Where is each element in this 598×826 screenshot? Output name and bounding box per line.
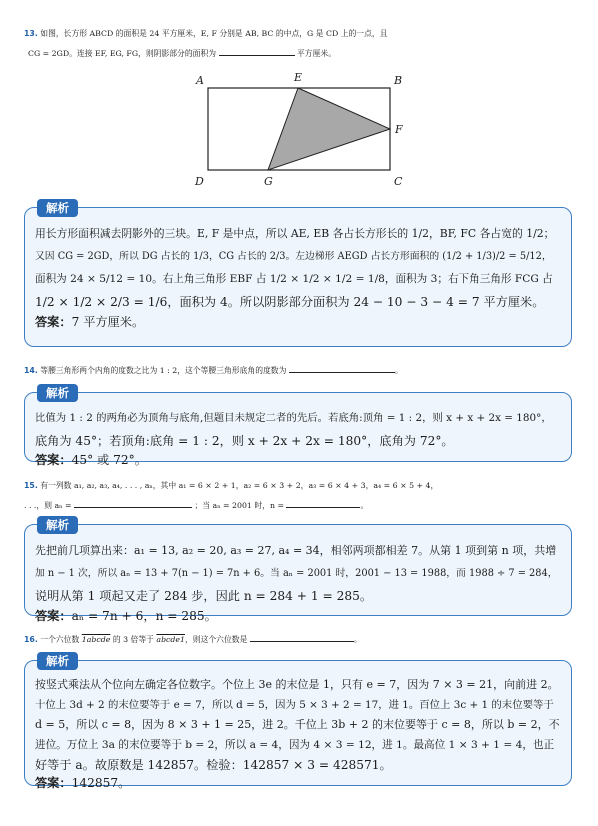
- solution-line: 比值为 1 : 2 的两角必为顶角与底角,但题目未规定二者的先后。若底角:顶角 = 1 : 2，则 x + x + 2x = 180°，: [35, 412, 552, 424]
- question-14-line: [24, 360, 576, 380]
- question-13-line-1: [24, 24, 576, 43]
- answer-line: [35, 775, 561, 792]
- overline-number-abcde1: abcde1: [156, 635, 185, 644]
- solution-15-box: [24, 518, 572, 623]
- solution-16-box: [24, 654, 572, 790]
- answer-label: 答案：: [35, 776, 72, 790]
- answer-label: 答案：: [35, 609, 72, 623]
- label-b: B: [394, 74, 403, 87]
- solution-line: 进位。万位上 3a 的末位要等于 b = 2，所以 a = 4，因为 4 × 3 = 12，进 1。最高位 1 × 3 + 1 = 4，也正: [35, 739, 555, 751]
- question-unit: 平方厘米。: [297, 49, 336, 58]
- question-13-line-2: [24, 43, 576, 63]
- solution-line: 按竖式乘法从个位向左确定各位数字。个位上 3e 的末位是 1，只有 e = 7，因为 7 × 3 = 21，向前进 2。: [35, 678, 559, 691]
- question-text: CG = 2GD。连接 EF, EG, FG，则阴影部分的面积为: [28, 49, 217, 58]
- answer-value: 7 平方厘米。: [71, 315, 145, 329]
- question-end: 。: [360, 501, 369, 510]
- answer-blank-an[interactable]: [74, 495, 192, 508]
- question-text: 的 3 倍等于: [112, 635, 154, 644]
- solution-13-box: [24, 201, 572, 347]
- question-number: 14.: [24, 366, 38, 375]
- question-number: 15.: [24, 481, 38, 490]
- solution-line: 好等于 a。故原数是 142857。检验：142857 × 3 = 428571。: [35, 758, 392, 772]
- label-a: A: [196, 74, 204, 87]
- question-text: 如图，长方形 ABCD 的面积是 24 平方厘米，E, F 分别是 AB, BC 的中点，G 是 CD 上的一点，且: [40, 29, 388, 38]
- label-d: D: [195, 175, 204, 188]
- label-g: G: [264, 175, 273, 188]
- question-text: . . .，则 aₙ =: [24, 501, 72, 510]
- solution-line: d = 5，所以 c = 8，因为 8 × 3 + 1 = 25，进 2。千位上 3b + 2 的末位要等于 c = 8，所以 b = 2，不: [35, 718, 560, 731]
- answer-blank[interactable]: [219, 43, 295, 56]
- overline-number-1abcde: 1abcde: [81, 635, 111, 644]
- solution-line: 用长方形面积减去阴影外的三块。E, F 是中点，所以 AE, EB 各占长方形长的 1/2，BF, FC 各占宽的 1/2；: [35, 227, 555, 240]
- answer-line: [35, 608, 561, 624]
- solution-line: 十位上 3d + 2 的末位要等于 e = 7，所以 d = 5，因为 5 × 3 + 2 = 17，进 1。百位上 3c + 1 的末位要等于: [35, 699, 554, 711]
- answer-value: 45° 或 72°。: [71, 453, 147, 467]
- question-15-line-2: [24, 495, 576, 515]
- solution-14-box: [24, 386, 572, 467]
- label-e: E: [294, 71, 303, 84]
- solution-line: 先把前几项算出来：a₁ = 13, a₂ = 20, a₃ = 27, a₄ = 34，相邻两项都相差 7。从第 1 项到第 n 项，共增: [35, 544, 557, 557]
- answer-value: aₙ = 7n + 6，n = 285。: [71, 609, 217, 623]
- answer-label: 答案：: [35, 315, 72, 329]
- question-text: 等腰三角形两个内角的度数之比为 1 : 2，这个等腰三角形底角的度数为: [40, 366, 287, 375]
- answer-blank-n[interactable]: [286, 495, 360, 508]
- solution-line: 底角为 45°；若顶角:底角 = 1 : 2，则 x + 2x + 2x = 180°，底角为 72°。: [35, 434, 454, 448]
- solution-line: 面积为 24 × 5/12 = 10。右上角三角形 EBF 占 1/2 × 1/2 × 1/2 = 1/8，面积为 3；右下角三角形 FCG 占: [35, 273, 553, 285]
- question-number: 16.: [24, 635, 38, 644]
- solution-line: 1/2 × 1/2 × 2/3 = 1/6，面积为 4。所以阴影部分面积为 24 − 10 − 3 − 4 = 7 平方厘米。: [35, 295, 545, 309]
- answer-blank[interactable]: [289, 360, 395, 373]
- label-f: F: [395, 123, 403, 136]
- question-text: 有一列数 a₁, a₂, a₃, a₄, . . . , aₙ，其中 a₁ = 6 × 2 + 1，a₂ = 6 × 3 + 2，a₃ = 6 × 4 + 3，a₄ = 6 × 5 + 4，: [40, 481, 439, 490]
- question-15: [24, 476, 576, 515]
- question-13: [24, 24, 576, 63]
- question-15-line-1: [24, 476, 576, 495]
- question-text: 一个六位数: [40, 635, 80, 644]
- question-14: [24, 360, 576, 380]
- label-c: C: [394, 175, 403, 188]
- solution-tag: 解析: [37, 652, 78, 670]
- question-number: 13.: [24, 29, 38, 38]
- answer-line: [35, 314, 561, 331]
- solution-line: 加 n − 1 次，所以 aₙ = 13 + 7(n − 1) = 7n + 6。当 aₙ = 2001 时，2001 − 13 = 1988，而 1988 ÷ 7 = 284，: [35, 568, 558, 579]
- solution-tag: 解析: [37, 199, 78, 217]
- question-16: [24, 629, 576, 649]
- answer-label: 答案：: [35, 453, 72, 467]
- rectangle-figure: [0, 68, 598, 198]
- solution-line: 又因 CG = 2GD，所以 DG 占长的 1/3，CG 占长的 2/3。左边梯形 AEGD 占长方形面积的 (1/2 + 1/3)/2 = 5/12，: [35, 251, 552, 262]
- answer-line: [35, 453, 561, 467]
- solution-line: 说明从第 1 项起又走了 284 步，因此 n = 284 + 1 = 285。: [35, 589, 373, 603]
- question-16-line: [24, 629, 576, 649]
- question-text: ，则这个六位数是: [185, 635, 248, 644]
- question-end: 。: [394, 366, 403, 375]
- shaded-triangle-efg: [268, 88, 390, 170]
- question-text: ；当 aₙ = 2001 时，n =: [194, 501, 284, 510]
- answer-value: 142857。: [71, 776, 131, 790]
- question-end: 。: [353, 635, 362, 644]
- answer-blank[interactable]: [250, 629, 354, 642]
- solution-tag: 解析: [37, 384, 78, 402]
- solution-tag: 解析: [37, 516, 78, 534]
